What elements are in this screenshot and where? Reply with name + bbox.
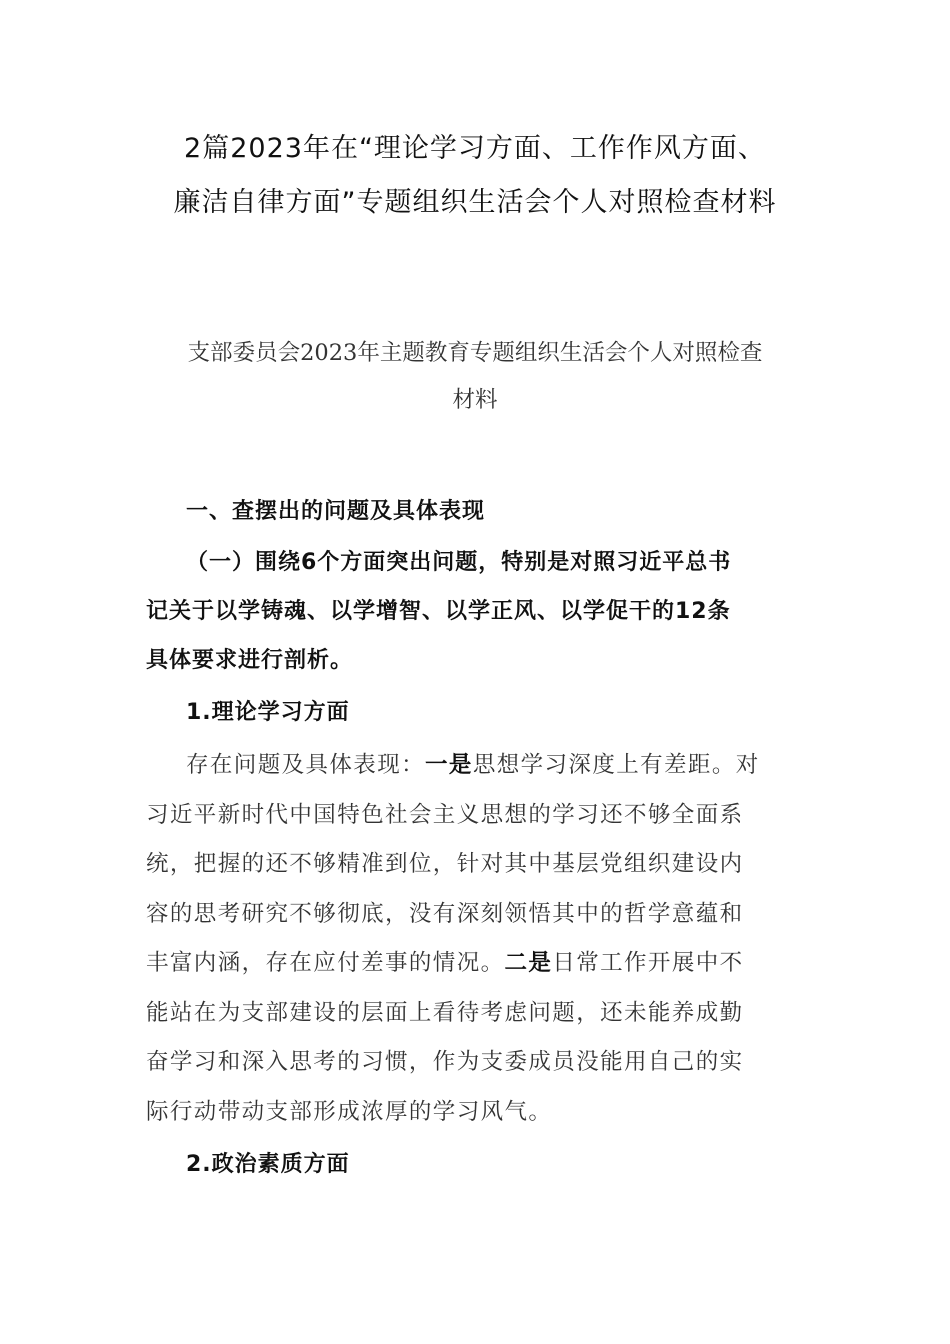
first-point-marker: 一是 <box>425 752 473 778</box>
subsection-line-3: 具体要求进行剖析。 <box>146 648 354 673</box>
paragraph-line-2: 习近平新时代中国特色社会主义思想的学习还不够全面系 <box>146 801 744 828</box>
item-heading-2: 2.政治素质方面 <box>186 1152 350 1177</box>
second-point-text: 日常工作开展中不 <box>552 950 744 976</box>
paragraph-1 <box>146 741 826 1137</box>
paragraph-line-4: 容的思考研究不够彻底，没有深刻领悟其中的哲学意蕴和 <box>146 900 744 927</box>
subsection-line-2: 记关于以学铸魂、以学增智、以学正风、以学促干的12条 <box>146 599 731 624</box>
subtitle-line-1: 支部委员会2023年主题教育专题组织生活会个人对照检查 <box>187 340 763 366</box>
paragraph-line-5-text: 丰富内涵，存在应付差事的情况。 <box>146 950 505 976</box>
paragraph-line-8: 际行动带动支部形成浓厚的学习风气。 <box>146 1098 553 1125</box>
subsection-heading-1 <box>146 538 806 685</box>
paragraph-line-7: 奋学习和深入思考的习惯，作为支委成员没能用自己的实 <box>146 1049 744 1075</box>
paragraph-line-6: 能站在为支部建设的层面上看待考虑问题，还未能养成勤 <box>146 999 744 1026</box>
problem-label: 存在问题及具体表现： <box>186 752 426 778</box>
item-heading-1: 1.理论学习方面 <box>186 700 350 725</box>
subsection-line-1: （一）围绕6个方面突出问题，特别是对照习近平总书 <box>186 550 732 575</box>
document-subtitle <box>120 330 830 424</box>
first-point-text: 思想学习深度上有差距。对 <box>472 752 760 778</box>
subtitle-line-2: 材料 <box>452 387 498 413</box>
title-line-1: 2篇2023年在“理论学习方面、工作作风方面、 <box>184 133 766 164</box>
paragraph-line-3: 统，把握的还不够精准到位，针对其中基层党组织建设内 <box>146 851 744 877</box>
section-heading-1: 一、查摆出的问题及具体表现 <box>186 499 486 524</box>
second-point-marker: 二是 <box>504 950 553 976</box>
document-title <box>100 122 850 230</box>
title-line-2: 廉洁自律方面”专题组织生活会个人对照检查材料 <box>173 187 777 218</box>
paragraph-line-5 <box>146 939 826 989</box>
paragraph-line-1 <box>146 741 826 791</box>
